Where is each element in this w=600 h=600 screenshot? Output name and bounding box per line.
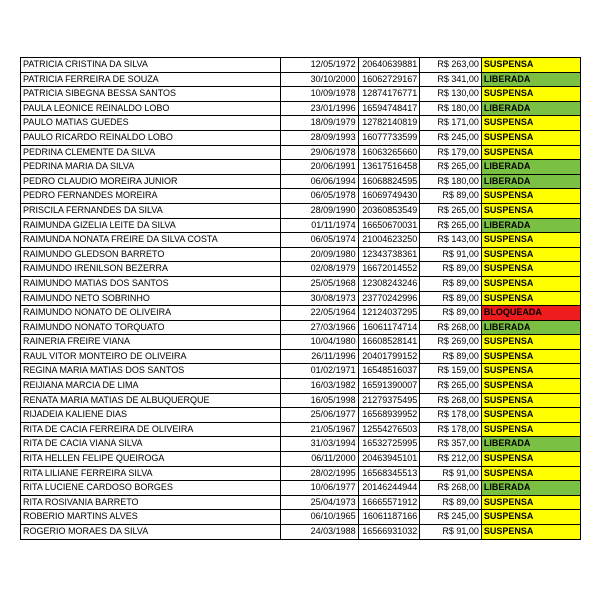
amount-cell: R$ 265,00 (420, 160, 482, 175)
id-number-cell: 13617516458 (358, 160, 420, 175)
id-number-cell: 21279375495 (358, 393, 420, 408)
table-row (21, 422, 581, 437)
status-cell: SUSPENSA (481, 247, 580, 262)
amount-cell: R$ 179,00 (420, 145, 482, 160)
status-cell: SUSPENSA (481, 525, 580, 540)
name-cell: RAIMUNDO NONATO DE OLIVEIRA (21, 306, 281, 321)
table-row (21, 101, 581, 116)
table-row (21, 510, 581, 525)
amount-cell: R$ 268,00 (420, 481, 482, 496)
id-number-cell: 16063265660 (358, 145, 420, 160)
name-cell: RAIMUNDO IRENILSON BEZERRA (21, 262, 281, 277)
name-cell: RAIMUNDO GLEDSON BARRETO (21, 247, 281, 262)
name-cell: RAINERIA FREIRE VIANA (21, 335, 281, 350)
amount-cell: R$ 89,00 (420, 262, 482, 277)
amount-cell: R$ 91,00 (420, 525, 482, 540)
id-number-cell: 16068824595 (358, 174, 420, 189)
birth-date-cell: 01/02/1971 (280, 364, 358, 379)
status-cell: SUSPENSA (481, 116, 580, 131)
status-cell: SUSPENSA (481, 233, 580, 248)
table-row (21, 525, 581, 540)
name-cell: ROBERIO MARTINS ALVES (21, 510, 281, 525)
name-cell: RAUL VITOR MONTEIRO DE OLIVEIRA (21, 349, 281, 364)
amount-cell: R$ 265,00 (420, 379, 482, 394)
birth-date-cell: 29/06/1978 (280, 145, 358, 160)
birth-date-cell: 30/10/2000 (280, 72, 358, 87)
name-cell: PATRICIA SIBEGNA BESSA SANTOS (21, 87, 281, 102)
id-number-cell: 16665571912 (358, 495, 420, 510)
name-cell: ROGERIO MORAES DA SILVA (21, 525, 281, 540)
amount-cell: R$ 89,00 (420, 306, 482, 321)
spreadsheet-body (21, 58, 581, 540)
status-cell: SUSPENSA (481, 130, 580, 145)
birth-date-cell: 30/08/1973 (280, 291, 358, 306)
name-cell: PAULA LEONICE REINALDO LOBO (21, 101, 281, 116)
id-number-cell: 23770242996 (358, 291, 420, 306)
amount-cell: R$ 245,00 (420, 510, 482, 525)
table-row (21, 306, 581, 321)
status-cell: SUSPENSA (481, 145, 580, 160)
table-row (21, 495, 581, 510)
table-row (21, 189, 581, 204)
status-cell: SUSPENSA (481, 349, 580, 364)
amount-cell: R$ 171,00 (420, 116, 482, 131)
name-cell: RITA DE CACIA FERREIRA DE OLIVEIRA (21, 422, 281, 437)
amount-cell: R$ 89,00 (420, 189, 482, 204)
amount-cell: R$ 89,00 (420, 349, 482, 364)
name-cell: PEDRO CLAUDIO MOREIRA JUNIOR (21, 174, 281, 189)
status-cell: SUSPENSA (481, 495, 580, 510)
status-cell: SUSPENSA (481, 408, 580, 423)
name-cell: PATRICIA FERREIRA DE SOUZA (21, 72, 281, 87)
status-cell: LIBERADA (481, 72, 580, 87)
status-cell: SUSPENSA (481, 291, 580, 306)
name-cell: REIJIANA MARCIA DE LIMA (21, 379, 281, 394)
status-cell: LIBERADA (481, 174, 580, 189)
table-row (21, 466, 581, 481)
amount-cell: R$ 89,00 (420, 276, 482, 291)
table-row (21, 262, 581, 277)
birth-date-cell: 06/05/1978 (280, 189, 358, 204)
birth-date-cell: 16/03/1982 (280, 379, 358, 394)
table-row (21, 203, 581, 218)
name-cell: RENATA MARIA MATIAS DE ALBUQUERQUE (21, 393, 281, 408)
name-cell: PRISCILA FERNANDES DA SILVA (21, 203, 281, 218)
table-row (21, 233, 581, 248)
id-number-cell: 16532725995 (358, 437, 420, 452)
status-cell: SUSPENSA (481, 203, 580, 218)
birth-date-cell: 10/06/1977 (280, 481, 358, 496)
id-number-cell: 16062729167 (358, 72, 420, 87)
status-cell: LIBERADA (481, 160, 580, 175)
status-cell: SUSPENSA (481, 510, 580, 525)
status-cell: SUSPENSA (481, 379, 580, 394)
amount-cell: R$ 89,00 (420, 291, 482, 306)
birth-date-cell: 06/06/1994 (280, 174, 358, 189)
amount-cell: R$ 130,00 (420, 87, 482, 102)
name-cell: PATRICIA CRISTINA DA SILVA (21, 58, 281, 73)
id-number-cell: 16568939952 (358, 408, 420, 423)
id-number-cell: 16594748417 (358, 101, 420, 116)
name-cell: RITA LILIANE FERREIRA SILVA (21, 466, 281, 481)
table-row (21, 452, 581, 467)
table-row (21, 145, 581, 160)
amount-cell: R$ 180,00 (420, 101, 482, 116)
name-cell: PAULO RICARDO REINALDO LOBO (21, 130, 281, 145)
id-number-cell: 16061187166 (358, 510, 420, 525)
name-cell: RAIMUNDO NETO SOBRINHO (21, 291, 281, 306)
status-cell: SUSPENSA (481, 189, 580, 204)
amount-cell: R$ 159,00 (420, 364, 482, 379)
id-number-cell: 12308243246 (358, 276, 420, 291)
status-cell: BLOQUEADA (481, 306, 580, 321)
id-number-cell: 12874176771 (358, 87, 420, 102)
id-number-cell: 16069749430 (358, 189, 420, 204)
birth-date-cell: 01/11/1974 (280, 218, 358, 233)
amount-cell: R$ 91,00 (420, 247, 482, 262)
id-number-cell: 16608528141 (358, 335, 420, 350)
birth-date-cell: 25/06/1977 (280, 408, 358, 423)
id-number-cell: 20360853549 (358, 203, 420, 218)
table-row (21, 320, 581, 335)
id-number-cell: 12554276503 (358, 422, 420, 437)
birth-date-cell: 10/09/1978 (280, 87, 358, 102)
name-cell: PEDRINA CLEMENTE DA SILVA (21, 145, 281, 160)
name-cell: PEDRO FERNANDES MOREIRA (21, 189, 281, 204)
id-number-cell: 16672014552 (358, 262, 420, 277)
status-cell: LIBERADA (481, 481, 580, 496)
id-number-cell: 16568345513 (358, 466, 420, 481)
amount-cell: R$ 180,00 (420, 174, 482, 189)
birth-date-cell: 20/09/1980 (280, 247, 358, 262)
status-cell: LIBERADA (481, 320, 580, 335)
amount-cell: R$ 265,00 (420, 203, 482, 218)
birth-date-cell: 28/02/1995 (280, 466, 358, 481)
name-cell: RITA DE CACIA VIANA SILVA (21, 437, 281, 452)
id-number-cell: 16077733599 (358, 130, 420, 145)
amount-cell: R$ 178,00 (420, 422, 482, 437)
name-cell: RAIMUNDO MATIAS DOS SANTOS (21, 276, 281, 291)
birth-date-cell: 06/10/1965 (280, 510, 358, 525)
id-number-cell: 12124037295 (358, 306, 420, 321)
name-cell: RAIMUNDA NONATA FREIRE DA SILVA COSTA (21, 233, 281, 248)
name-cell: RITA HELLEN FELIPE QUEIROGA (21, 452, 281, 467)
table-row (21, 247, 581, 262)
status-cell: LIBERADA (481, 218, 580, 233)
id-number-cell: 21004623250 (358, 233, 420, 248)
birth-date-cell: 24/03/1988 (280, 525, 358, 540)
birth-date-cell: 23/01/1996 (280, 101, 358, 116)
name-cell: RIJADEIA KALIENE DIAS (21, 408, 281, 423)
birth-date-cell: 28/09/1993 (280, 130, 358, 145)
table-row (21, 160, 581, 175)
birth-date-cell: 27/03/1966 (280, 320, 358, 335)
amount-cell: R$ 89,00 (420, 495, 482, 510)
id-number-cell: 12343738361 (358, 247, 420, 262)
status-cell: LIBERADA (481, 101, 580, 116)
table-row (21, 379, 581, 394)
amount-cell: R$ 341,00 (420, 72, 482, 87)
table-row (21, 481, 581, 496)
table-row (21, 364, 581, 379)
id-number-cell: 16650670031 (358, 218, 420, 233)
status-cell: SUSPENSA (481, 452, 580, 467)
birth-date-cell: 28/09/1990 (280, 203, 358, 218)
table-row (21, 218, 581, 233)
birth-date-cell: 21/05/1967 (280, 422, 358, 437)
birth-date-cell: 25/04/1973 (280, 495, 358, 510)
name-cell: PEDRINA MARIA DA SILVA (21, 160, 281, 175)
status-cell: SUSPENSA (481, 335, 580, 350)
amount-cell: R$ 357,00 (420, 437, 482, 452)
table-row (21, 58, 581, 73)
birth-date-cell: 02/08/1979 (280, 262, 358, 277)
amount-cell: R$ 268,00 (420, 320, 482, 335)
status-cell: SUSPENSA (481, 87, 580, 102)
table-row (21, 276, 581, 291)
birth-date-cell: 25/05/1968 (280, 276, 358, 291)
table-row (21, 437, 581, 452)
name-cell: REGINA MARIA MATIAS DOS SANTOS (21, 364, 281, 379)
birth-date-cell: 20/06/1991 (280, 160, 358, 175)
amount-cell: R$ 245,00 (420, 130, 482, 145)
name-cell: RAIMUNDA GIZELIA LEITE DA SILVA (21, 218, 281, 233)
id-number-cell: 20640639881 (358, 58, 420, 73)
status-cell: SUSPENSA (481, 393, 580, 408)
table-row (21, 130, 581, 145)
amount-cell: R$ 263,00 (420, 58, 482, 73)
birth-date-cell: 06/05/1974 (280, 233, 358, 248)
birth-date-cell: 12/05/1972 (280, 58, 358, 73)
birth-date-cell: 10/04/1980 (280, 335, 358, 350)
id-number-cell: 16591390007 (358, 379, 420, 394)
table-row (21, 174, 581, 189)
name-cell: PAULO MATIAS GUEDES (21, 116, 281, 131)
amount-cell: R$ 268,00 (420, 393, 482, 408)
table-row (21, 87, 581, 102)
birth-date-cell: 31/03/1994 (280, 437, 358, 452)
amount-cell: R$ 212,00 (420, 452, 482, 467)
birth-date-cell: 16/05/1998 (280, 393, 358, 408)
id-number-cell: 16566931032 (358, 525, 420, 540)
id-number-cell: 20463945101 (358, 452, 420, 467)
id-number-cell: 20401799152 (358, 349, 420, 364)
birth-date-cell: 26/11/1996 (280, 349, 358, 364)
amount-cell: R$ 265,00 (420, 218, 482, 233)
status-cell: SUSPENSA (481, 466, 580, 481)
name-cell: RITA LUCIENE CARDOSO BORGES (21, 481, 281, 496)
table-row (21, 72, 581, 87)
name-cell: RAIMUNDO NONATO TORQUATO (21, 320, 281, 335)
name-cell: RITA ROSIVANIA BARRETO (21, 495, 281, 510)
id-number-cell: 12782140819 (358, 116, 420, 131)
table-row (21, 408, 581, 423)
status-cell: LIBERADA (481, 437, 580, 452)
id-number-cell: 16548516037 (358, 364, 420, 379)
status-cell: SUSPENSA (481, 262, 580, 277)
table-row (21, 116, 581, 131)
status-cell: SUSPENSA (481, 276, 580, 291)
amount-cell: R$ 143,00 (420, 233, 482, 248)
amount-cell: R$ 91,00 (420, 466, 482, 481)
table-row (21, 291, 581, 306)
status-cell: SUSPENSA (481, 364, 580, 379)
amount-cell: R$ 269,00 (420, 335, 482, 350)
table-row (21, 349, 581, 364)
id-number-cell: 16061174714 (358, 320, 420, 335)
birth-date-cell: 06/11/2000 (280, 452, 358, 467)
status-cell: SUSPENSA (481, 422, 580, 437)
birth-date-cell: 18/09/1979 (280, 116, 358, 131)
status-cell: SUSPENSA (481, 58, 580, 73)
id-number-cell: 20146244944 (358, 481, 420, 496)
table-row (21, 335, 581, 350)
table-row (21, 393, 581, 408)
birth-date-cell: 22/05/1964 (280, 306, 358, 321)
amount-cell: R$ 178,00 (420, 408, 482, 423)
spreadsheet-table (20, 57, 581, 540)
